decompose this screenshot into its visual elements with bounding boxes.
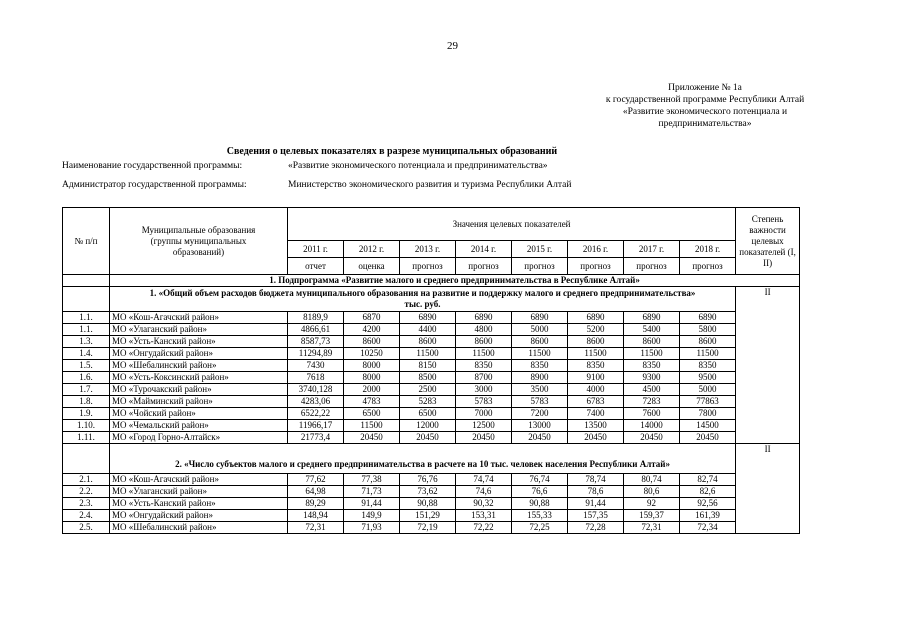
- year-header: 2018 г.: [680, 241, 736, 258]
- row-num: 1.9.: [63, 408, 110, 420]
- row-value: 5000: [512, 324, 568, 336]
- row-value: 20450: [512, 432, 568, 444]
- row-value: 11500: [344, 420, 400, 432]
- row-value: 72,22: [456, 522, 512, 534]
- row-value: 4783: [344, 396, 400, 408]
- row-value: 7000: [456, 408, 512, 420]
- row-value: 8600: [680, 336, 736, 348]
- row-value: 6890: [568, 312, 624, 324]
- row-num: 2.4.: [63, 510, 110, 522]
- row-value: 153,31: [456, 510, 512, 522]
- row-value: 6890: [400, 312, 456, 324]
- row-value: 74,6: [456, 486, 512, 498]
- row-municipality: МО «Шебалинский район»: [110, 522, 288, 534]
- row-value: 157,35: [568, 510, 624, 522]
- row-value: 90,32: [456, 498, 512, 510]
- year-header: 2017 г.: [624, 241, 680, 258]
- row-value: 9300: [624, 372, 680, 384]
- row-value: 20450: [568, 432, 624, 444]
- row-value: 6890: [624, 312, 680, 324]
- row-municipality: МО «Онгудайский район»: [110, 348, 288, 360]
- subprogram-title: 1. Подпрограмма «Развитие малого и среднего предпринимательства в Республике Алтай»: [110, 275, 800, 287]
- indicator-num-cell: [63, 287, 110, 312]
- table-row: [63, 336, 800, 348]
- indicator-importance: II: [736, 287, 800, 444]
- row-value: 90,88: [400, 498, 456, 510]
- row-value: 6500: [344, 408, 400, 420]
- row-value: 8600: [400, 336, 456, 348]
- row-value: 3740,128: [288, 384, 344, 396]
- header-num: № п/п: [63, 208, 110, 275]
- indicator-num-cell: [63, 444, 110, 474]
- document-title: Сведения о целевых показателях в разрезе муниципальных образований: [226, 146, 558, 157]
- year-header: 2014 г.: [456, 241, 512, 258]
- table-row: [63, 486, 800, 498]
- row-value: 8600: [624, 336, 680, 348]
- value-type-header: прогноз: [624, 258, 680, 275]
- value-type-header: прогноз: [456, 258, 512, 275]
- row-num: 1.1.: [63, 324, 110, 336]
- header-municipality: Муниципальные образования (группы муниципальных образований): [110, 208, 288, 275]
- row-num: 1.4.: [63, 348, 110, 360]
- row-value: 11500: [456, 348, 512, 360]
- row-municipality: МО «Улаганский район»: [110, 486, 288, 498]
- indicators-table: [62, 207, 800, 534]
- table-row: [63, 510, 800, 522]
- row-municipality: МО «Кош-Агачский район»: [110, 312, 288, 324]
- row-municipality: МО «Чойский район»: [110, 408, 288, 420]
- row-value: 11500: [400, 348, 456, 360]
- row-value: 3000: [456, 384, 512, 396]
- row-value: 2500: [400, 384, 456, 396]
- row-value: 13000: [512, 420, 568, 432]
- indicator-title: 2. «Число субъектов малого и среднего предпринимательства в расчете на 10 тыс. человек населения Республики Алтай»: [110, 444, 736, 474]
- row-value: 76,74: [512, 474, 568, 486]
- table-row: [63, 498, 800, 510]
- row-value: 7600: [624, 408, 680, 420]
- row-num: 1.11.: [63, 432, 110, 444]
- year-header: 2011 г.: [288, 241, 344, 258]
- row-value: 20450: [400, 432, 456, 444]
- row-value: 72,34: [680, 522, 736, 534]
- row-value: 4500: [624, 384, 680, 396]
- row-value: 71,73: [344, 486, 400, 498]
- row-num: 1.5.: [63, 360, 110, 372]
- row-value: 5200: [568, 324, 624, 336]
- table-row: [63, 384, 800, 396]
- row-num: 2.2.: [63, 486, 110, 498]
- year-header: 2016 г.: [568, 241, 624, 258]
- row-value: 5783: [512, 396, 568, 408]
- row-value: 4866,61: [288, 324, 344, 336]
- header-values: Значения целевых показателей: [288, 208, 736, 241]
- row-value: 7430: [288, 360, 344, 372]
- row-value: 8000: [344, 372, 400, 384]
- row-value: 4400: [400, 324, 456, 336]
- row-value: 78,6: [568, 486, 624, 498]
- row-municipality: МО «Турочакский район»: [110, 384, 288, 396]
- row-municipality: МО «Усть-Коксинский район»: [110, 372, 288, 384]
- row-value: 8000: [344, 360, 400, 372]
- row-value: 71,93: [344, 522, 400, 534]
- admin-value: Министерство экономического развития и туризма Республики Алтай: [288, 180, 572, 190]
- row-value: 9500: [680, 372, 736, 384]
- row-value: 5283: [400, 396, 456, 408]
- row-value: 11500: [680, 348, 736, 360]
- row-value: 4000: [568, 384, 624, 396]
- row-municipality: МО «Онгудайский район»: [110, 510, 288, 522]
- row-value: 8350: [512, 360, 568, 372]
- row-value: 9100: [568, 372, 624, 384]
- row-value: 91,44: [568, 498, 624, 510]
- row-value: 8150: [400, 360, 456, 372]
- row-value: 92,56: [680, 498, 736, 510]
- row-value: 78,74: [568, 474, 624, 486]
- value-type-header: прогноз: [568, 258, 624, 275]
- row-value: 8700: [456, 372, 512, 384]
- row-value: 91,44: [344, 498, 400, 510]
- row-value: 7800: [680, 408, 736, 420]
- row-value: 12500: [456, 420, 512, 432]
- row-municipality: МО «Усть-Канский район»: [110, 336, 288, 348]
- row-value: 14000: [624, 420, 680, 432]
- row-num: 1.10.: [63, 420, 110, 432]
- row-value: 72,28: [568, 522, 624, 534]
- row-value: 76,76: [400, 474, 456, 486]
- table-row: [63, 396, 800, 408]
- row-value: 159,37: [624, 510, 680, 522]
- row-value: 77863: [680, 396, 736, 408]
- row-value: 8600: [456, 336, 512, 348]
- row-value: 8500: [400, 372, 456, 384]
- row-value: 6500: [400, 408, 456, 420]
- year-header: 2013 г.: [400, 241, 456, 258]
- row-value: 8350: [680, 360, 736, 372]
- row-value: 155,33: [512, 510, 568, 522]
- table-row: [63, 372, 800, 384]
- row-municipality: МО «Улаганский район»: [110, 324, 288, 336]
- row-value: 5000: [680, 384, 736, 396]
- row-value: 4800: [456, 324, 512, 336]
- row-value: 6890: [680, 312, 736, 324]
- subprogram-num-cell: [63, 275, 110, 287]
- table-row: [63, 522, 800, 534]
- row-value: 8587,73: [288, 336, 344, 348]
- row-value: 20450: [456, 432, 512, 444]
- row-value: 76,6: [512, 486, 568, 498]
- row-num: 1.6.: [63, 372, 110, 384]
- row-num: 1.3.: [63, 336, 110, 348]
- appendix-line: к государственной программе Республики Алтай: [605, 95, 805, 105]
- row-value: 82,74: [680, 474, 736, 486]
- row-value: 6870: [344, 312, 400, 324]
- row-value: 8600: [512, 336, 568, 348]
- row-municipality: МО «Шебалинский район»: [110, 360, 288, 372]
- row-num: 1.1.: [63, 312, 110, 324]
- row-value: 73,62: [400, 486, 456, 498]
- table-row: [63, 432, 800, 444]
- row-value: 20450: [680, 432, 736, 444]
- row-value: 8189,9: [288, 312, 344, 324]
- program-value: «Развитие экономического потенциала и предпринимательства»: [288, 161, 548, 171]
- row-value: 72,31: [624, 522, 680, 534]
- row-value: 8350: [456, 360, 512, 372]
- row-municipality: МО «Чемальский район»: [110, 420, 288, 432]
- row-value: 11294,89: [288, 348, 344, 360]
- row-value: 2000: [344, 384, 400, 396]
- row-value: 92: [624, 498, 680, 510]
- row-value: 13500: [568, 420, 624, 432]
- row-value: 77,38: [344, 474, 400, 486]
- row-value: 20450: [624, 432, 680, 444]
- table-row: [63, 360, 800, 372]
- table-row: [63, 474, 800, 486]
- row-value: 148,94: [288, 510, 344, 522]
- appendix-line: Приложение № 1а: [668, 83, 742, 93]
- row-value: 4283,06: [288, 396, 344, 408]
- row-value: 11500: [624, 348, 680, 360]
- row-num: 2.3.: [63, 498, 110, 510]
- row-value: 6783: [568, 396, 624, 408]
- row-value: 5400: [624, 324, 680, 336]
- row-value: 8350: [624, 360, 680, 372]
- row-num: 1.7.: [63, 384, 110, 396]
- row-value: 5783: [456, 396, 512, 408]
- page-number: 29: [447, 40, 458, 52]
- row-value: 14500: [680, 420, 736, 432]
- row-value: 72,31: [288, 522, 344, 534]
- row-value: 10250: [344, 348, 400, 360]
- value-type-header: прогноз: [512, 258, 568, 275]
- row-value: 149,9: [344, 510, 400, 522]
- row-value: 21773,4: [288, 432, 344, 444]
- row-value: 8600: [568, 336, 624, 348]
- admin-label: Администратор государственной программы:: [62, 180, 247, 190]
- row-value: 8600: [344, 336, 400, 348]
- value-type-header: прогноз: [680, 258, 736, 275]
- row-num: 1.8.: [63, 396, 110, 408]
- row-value: 72,25: [512, 522, 568, 534]
- program-label: Наименование государственной программы:: [62, 161, 243, 171]
- row-value: 11500: [512, 348, 568, 360]
- row-municipality: МО «Майминский район»: [110, 396, 288, 408]
- row-value: 64,98: [288, 486, 344, 498]
- row-value: 161,39: [680, 510, 736, 522]
- row-value: 8900: [512, 372, 568, 384]
- row-value: 3500: [512, 384, 568, 396]
- row-value: 7200: [512, 408, 568, 420]
- indicator-title: 1. «Общий объем расходов бюджета муниципального образования на развитие и поддержку малого и среднего предпринимательства» тыс. руб.: [110, 287, 736, 312]
- row-value: 80,74: [624, 474, 680, 486]
- row-value: 6890: [456, 312, 512, 324]
- value-type-header: отчет: [288, 258, 344, 275]
- table-row: [63, 312, 800, 324]
- row-value: 7400: [568, 408, 624, 420]
- row-value: 11966,17: [288, 420, 344, 432]
- appendix-note: [560, 82, 850, 130]
- table-row: [63, 324, 800, 336]
- row-value: 8350: [568, 360, 624, 372]
- row-value: 151,29: [400, 510, 456, 522]
- row-value: 12000: [400, 420, 456, 432]
- row-num: 2.5.: [63, 522, 110, 534]
- row-value: 7618: [288, 372, 344, 384]
- row-municipality: МО «Город Горно-Алтайск»: [110, 432, 288, 444]
- row-value: 20450: [344, 432, 400, 444]
- year-header: 2012 г.: [344, 241, 400, 258]
- table-row: [63, 420, 800, 432]
- table-row: [63, 408, 800, 420]
- row-municipality: МО «Усть-Канский район»: [110, 498, 288, 510]
- row-value: 82,6: [680, 486, 736, 498]
- row-value: 4200: [344, 324, 400, 336]
- row-value: 11500: [568, 348, 624, 360]
- row-value: 89,29: [288, 498, 344, 510]
- row-value: 72,19: [400, 522, 456, 534]
- row-value: 80,6: [624, 486, 680, 498]
- value-type-header: прогноз: [400, 258, 456, 275]
- indicator-importance: II: [736, 444, 800, 534]
- row-value: 74,74: [456, 474, 512, 486]
- year-header: 2015 г.: [512, 241, 568, 258]
- row-value: 77,62: [288, 474, 344, 486]
- row-value: 90,88: [512, 498, 568, 510]
- row-municipality: МО «Кош-Агачский район»: [110, 474, 288, 486]
- table-row: [63, 348, 800, 360]
- appendix-line: «Развитие экономического потенциала и: [622, 107, 788, 117]
- header-importance: Степень важности целевых показателей (I, II): [736, 208, 800, 275]
- appendix-line: предпринимательства»: [658, 119, 752, 129]
- row-value: 7283: [624, 396, 680, 408]
- row-value: 6522,22: [288, 408, 344, 420]
- value-type-header: оценка: [344, 258, 400, 275]
- row-value: 6890: [512, 312, 568, 324]
- row-num: 2.1.: [63, 474, 110, 486]
- row-value: 5800: [680, 324, 736, 336]
